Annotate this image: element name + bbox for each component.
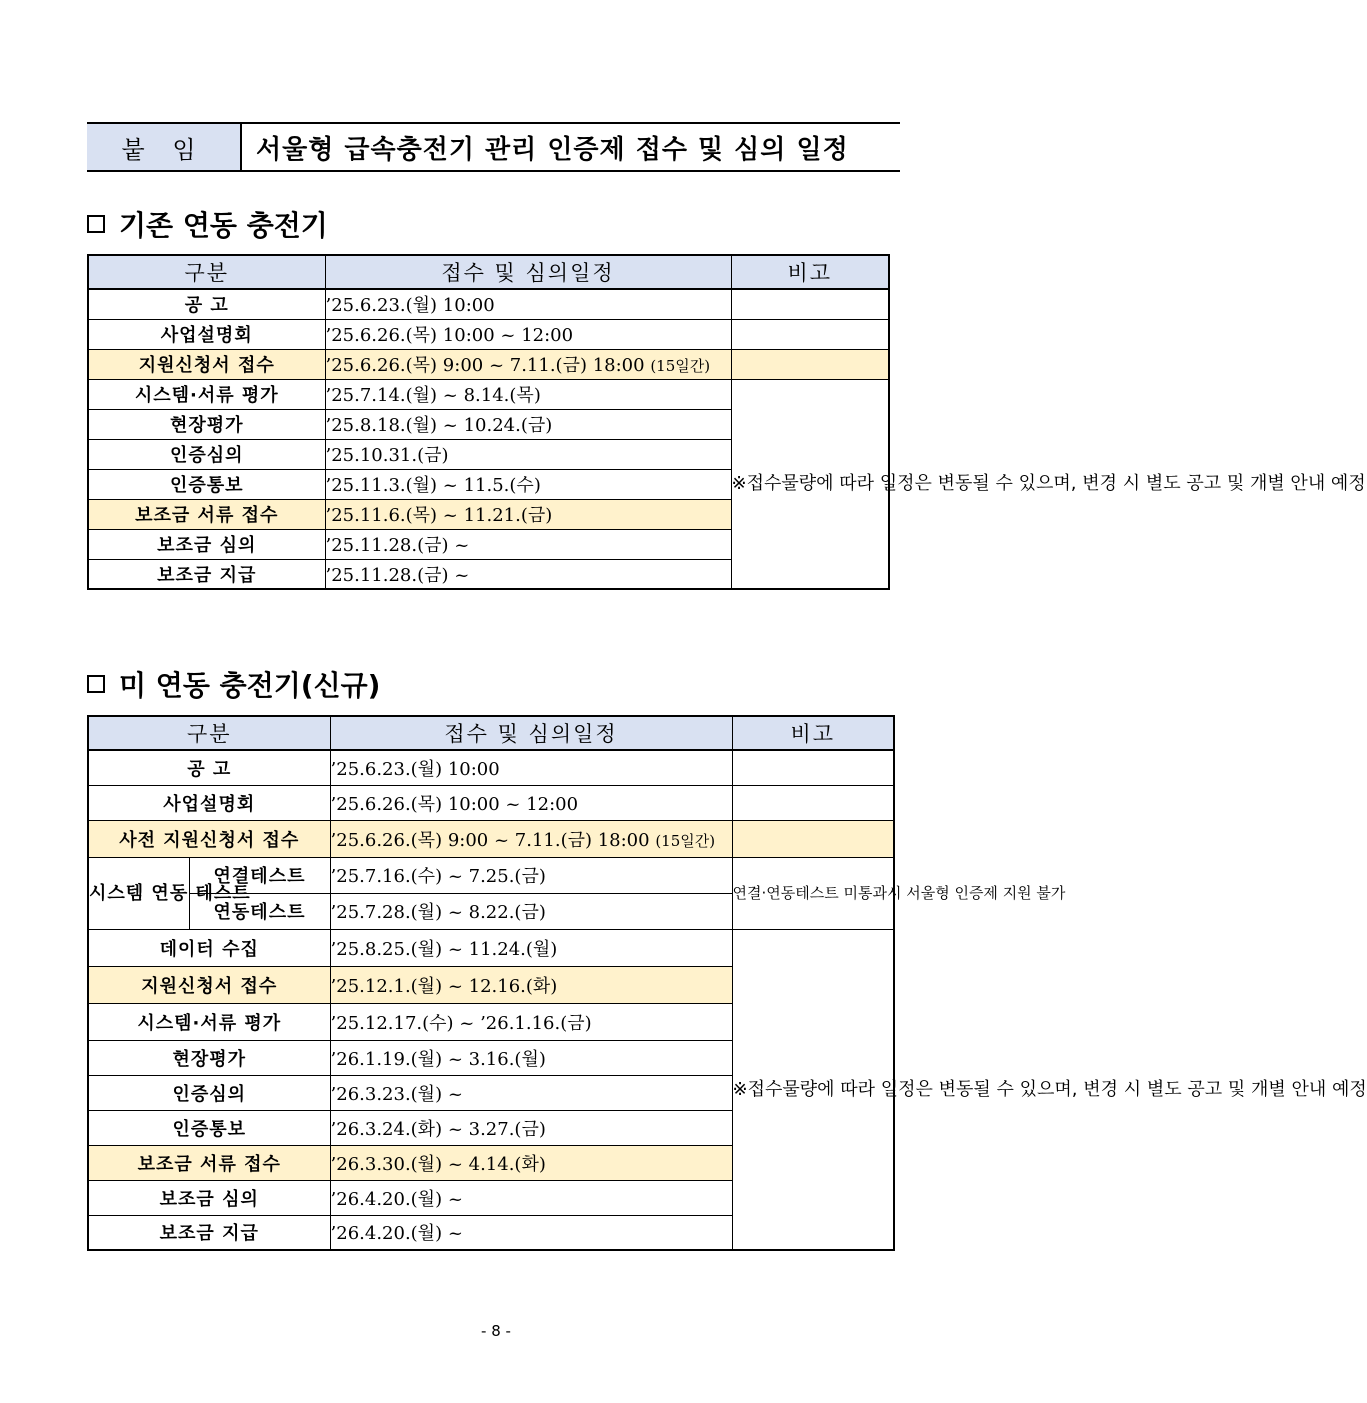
date-cell — [325, 349, 731, 379]
table-row — [88, 785, 894, 820]
category-cell: 지원신청서 접수 — [88, 966, 330, 1003]
section-heading-text: 미 연동 충전기(신규) — [119, 669, 381, 702]
date-cell: ’25.7.14.(월) ~ 8.14.(목) — [325, 379, 731, 409]
table-row — [88, 319, 889, 349]
category-cell: 시스템·서류 평가 — [88, 1003, 330, 1040]
subcategory-cell: 연결테스트 — [189, 857, 330, 893]
column-header: 비고 — [732, 716, 894, 750]
column-header: 구분 — [88, 255, 325, 289]
remark-cell — [731, 349, 889, 379]
date-cell: ’25.6.26.(목) 10:00 ~ 12:00 — [325, 319, 731, 349]
section-heading-existing — [87, 204, 328, 244]
date-text: ’25.6.26.(목) 9:00 ~ 7.11.(금) 18:00 — [330, 829, 650, 851]
category-cell: 사업설명회 — [88, 785, 330, 820]
category-cell: 인증통보 — [88, 469, 325, 499]
category-cell: 보조금 지급 — [88, 559, 325, 589]
remark-cell — [731, 319, 889, 349]
date-cell: ’25.11.28.(금) ~ — [325, 559, 731, 589]
date-cell: ’26.3.23.(월) ~ — [330, 1075, 732, 1110]
date-cell: ’25.12.1.(월) ~ 12.16.(화) — [330, 966, 732, 1003]
table-row — [88, 929, 894, 966]
attachment-label: 붙 임 — [87, 124, 242, 170]
date-cell: ’25.8.18.(월) ~ 10.24.(금) — [325, 409, 731, 439]
duration-text: (15일간) — [650, 357, 711, 375]
document-title-box — [87, 122, 900, 172]
date-cell: ’25.11.3.(월) ~ 11.5.(수) — [325, 469, 731, 499]
category-cell: 사업설명회 — [88, 319, 325, 349]
date-cell: ’26.4.20.(월) ~ — [330, 1180, 732, 1215]
category-cell: 보조금 서류 접수 — [88, 1145, 330, 1180]
table-header-row — [88, 255, 889, 289]
column-header: 구분 — [88, 716, 330, 750]
date-cell: ’25.8.25.(월) ~ 11.24.(월) — [330, 929, 732, 966]
category-cell: 인증심의 — [88, 439, 325, 469]
table-row-highlighted — [88, 820, 894, 857]
table-row-highlighted — [88, 349, 889, 379]
remark-note-cell: ※접수물량에 따라 일정은 변동될 수 있으며, 변경 시 별도 공고 및 개별 안내 예정 — [731, 379, 889, 589]
category-cell: 데이터 수집 — [88, 929, 330, 966]
table-row — [88, 289, 889, 319]
date-cell: ’25.6.23.(월) 10:00 — [330, 750, 732, 785]
page-number: - 8 - — [481, 1322, 511, 1340]
date-cell: ’26.3.24.(화) ~ 3.27.(금) — [330, 1110, 732, 1145]
date-cell: ’25.7.28.(월) ~ 8.22.(금) — [330, 893, 732, 929]
subcategory-cell: 연동테스트 — [189, 893, 330, 929]
category-cell: 보조금 심의 — [88, 1180, 330, 1215]
category-cell: 사전 지원신청서 접수 — [88, 820, 330, 857]
schedule-table-new — [87, 715, 1367, 1251]
remark-cell — [732, 820, 894, 857]
test-note-cell: 연결·연동테스트 미통과시 서울형 인증제 지원 불가 — [732, 857, 894, 929]
date-cell: ’25.12.17.(수) ~ ’26.1.16.(금) — [330, 1003, 732, 1040]
table-row — [88, 857, 894, 893]
category-cell: 현장평가 — [88, 1040, 330, 1075]
date-cell: ’25.11.6.(목) ~ 11.21.(금) — [325, 499, 731, 529]
date-cell: ’25.7.16.(수) ~ 7.25.(금) — [330, 857, 732, 893]
schedule-table-existing — [87, 254, 1366, 590]
remark-cell — [731, 289, 889, 319]
checkbox-square-icon — [87, 675, 105, 693]
checkbox-square-icon — [87, 215, 105, 233]
category-cell: 보조금 심의 — [88, 529, 325, 559]
category-cell: 보조금 지급 — [88, 1215, 330, 1250]
category-cell: 지원신청서 접수 — [88, 349, 325, 379]
table-header-row — [88, 716, 894, 750]
category-cell: 인증통보 — [88, 1110, 330, 1145]
date-cell: ’26.4.20.(월) ~ — [330, 1215, 732, 1250]
date-cell: ’25.6.26.(목) 10:00 ~ 12:00 — [330, 785, 732, 820]
group-cell-system-test: 시스템 연동 테스트 — [88, 857, 189, 929]
date-cell: ’25.10.31.(금) — [325, 439, 731, 469]
date-cell: ’25.6.23.(월) 10:00 — [325, 289, 731, 319]
date-cell: ’25.11.28.(금) ~ — [325, 529, 731, 559]
remark-cell — [732, 750, 894, 785]
category-cell: 현장평가 — [88, 409, 325, 439]
duration-text: (15일간) — [655, 831, 716, 850]
category-cell: 시스템·서류 평가 — [88, 379, 325, 409]
table-row — [88, 750, 894, 785]
category-cell: 공 고 — [88, 289, 325, 319]
section-heading-new — [87, 664, 380, 704]
document-title: 서울형 급속충전기 관리 인증제 접수 및 심의 일정 — [256, 134, 849, 165]
date-text: ’25.6.26.(목) 9:00 ~ 7.11.(금) 18:00 — [325, 355, 645, 376]
category-cell: 인증심의 — [88, 1075, 330, 1110]
category-cell: 보조금 서류 접수 — [88, 499, 325, 529]
remark-note-cell: ※접수물량에 따라 일정은 변동될 수 있으며, 변경 시 별도 공고 및 개별 안내 예정 — [732, 929, 894, 1250]
category-cell: 공 고 — [88, 750, 330, 785]
date-cell — [330, 820, 732, 857]
date-cell: ’26.1.19.(월) ~ 3.16.(월) — [330, 1040, 732, 1075]
column-header: 접수 및 심의일정 — [330, 716, 732, 750]
date-cell: ’26.3.30.(월) ~ 4.14.(화) — [330, 1145, 732, 1180]
remark-cell — [732, 785, 894, 820]
column-header: 접수 및 심의일정 — [325, 255, 731, 289]
section-heading-text: 기존 연동 충전기 — [119, 209, 328, 242]
table-row — [88, 379, 889, 409]
column-header: 비고 — [731, 255, 889, 289]
